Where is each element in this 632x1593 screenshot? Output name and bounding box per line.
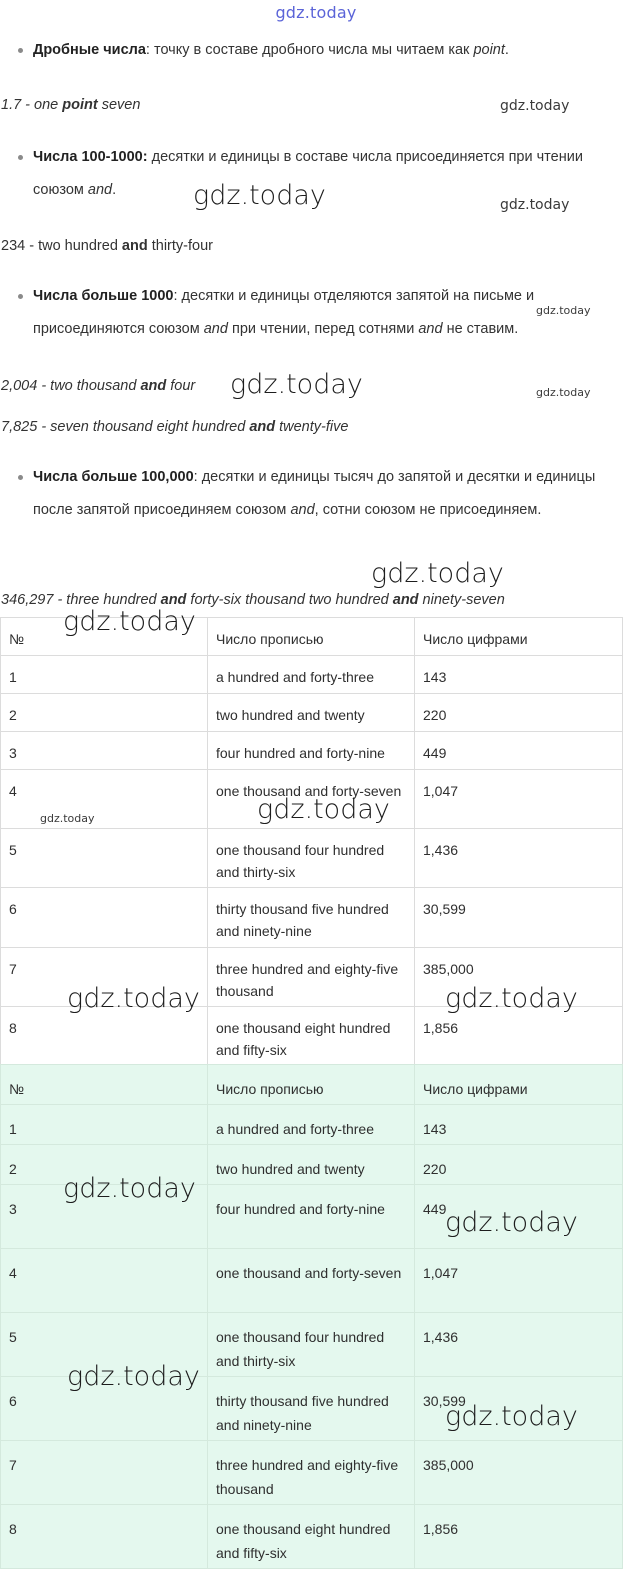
table-header-row <box>1 1065 623 1105</box>
table-row <box>1 1249 623 1313</box>
watermark: gdz.today <box>67 983 200 1014</box>
watermark: gdz.today <box>257 794 390 825</box>
table-cell: 385,000 <box>415 1441 623 1505</box>
table-cell: 7 <box>1 948 208 1007</box>
rule-bullet-over-100000: Числа больше 100,000: десятки и единицы тысяч до запятой и десятки и единицы после запятой присоединяем союзом and, сотни союзом не присоединяем. <box>18 461 618 527</box>
table-cell: a hundred and forty-three <box>208 656 415 694</box>
table-cell: 30,599 <box>415 1377 623 1441</box>
table-row <box>1 829 623 888</box>
example-line: 7,825 - seven thousand eight hundred and twenty-five <box>1 419 349 435</box>
table-cell: 2 <box>1 694 208 732</box>
watermark: gdz.today <box>63 606 196 637</box>
table-cell: 1,047 <box>415 770 623 829</box>
table-cell: a hundred and forty-three <box>208 1105 415 1145</box>
table-cell: one thousand four hundred and thirty-six <box>208 829 415 888</box>
watermark: gdz.today <box>193 180 326 211</box>
table-cell: one thousand and forty-seven <box>208 770 415 829</box>
table-cell: 4 <box>1 1249 208 1313</box>
rule-title: Числа больше 100,000 <box>33 469 194 485</box>
rule-text: : точку в составе дробного числа мы читаем как <box>145 42 474 58</box>
rule-keyword: and <box>203 321 228 337</box>
table-cell: 6 <box>1 1377 208 1441</box>
table-cell: one thousand eight hundred and fifty-six <box>208 1505 415 1569</box>
rule-text: : десятки и единицы тысяч до запятой и десятки и единицы после запятой присоединяем союзом <box>33 469 596 518</box>
table-cell: 1,436 <box>415 829 623 888</box>
table-cell: four hundred and forty-nine <box>208 732 415 770</box>
rule-title: Дробные числа <box>33 42 146 58</box>
bullet-dot <box>18 155 23 160</box>
table-cell: 449 <box>415 732 623 770</box>
table-cell: 220 <box>415 694 623 732</box>
table-cell: 8 <box>1 1007 208 1066</box>
rule-keyword: and <box>290 502 315 518</box>
table-cell: 5 <box>1 829 208 888</box>
watermark: gdz.today <box>536 386 591 399</box>
table-cell: 6 <box>1 888 208 948</box>
table-cell: 1,856 <box>415 1007 623 1066</box>
site-logo[interactable]: gdz.today <box>275 3 357 22</box>
table-cell: three hundred and eighty-five thousand <box>208 948 415 1007</box>
table-cell: three hundred and eighty-five thousand <box>208 1441 415 1505</box>
table-header-cell: Число прописью <box>208 618 415 656</box>
table-cell: 2 <box>1 1145 208 1185</box>
table-cell: 1,856 <box>415 1505 623 1569</box>
example-line: 234 - two hundred and thirty-four <box>1 238 213 254</box>
rule-keyword: and <box>87 182 113 198</box>
table-cell: 1 <box>1 656 208 694</box>
bullet-dot <box>18 475 23 480</box>
table-cell: 7 <box>1 1441 208 1505</box>
example-line: 2,004 - two thousand and four <box>1 378 196 394</box>
table-row <box>1 694 623 732</box>
table-cell: one thousand four hundred and thirty-six <box>208 1313 415 1377</box>
table-header-cell: Число прописью <box>208 1065 415 1105</box>
table-cell: thirty thousand five hundred and ninety-nine <box>208 888 415 948</box>
watermark: gdz.today <box>445 983 578 1014</box>
rule-text: : десятки и единицы отделяются запятой на письме и присоединяются союзом <box>33 288 535 337</box>
table-cell: 143 <box>415 1105 623 1145</box>
table-header-cell: № <box>1 618 208 656</box>
table-cell: 30,599 <box>415 888 623 948</box>
rule-text: десятки и единицы в составе числа присоединяется при чтении союзом <box>33 149 583 198</box>
rule-bullet-100-1000: Числа 100-1000: десятки и единицы в составе числа присоединяется при чтении союзом and. <box>18 141 618 207</box>
table-cell: one thousand and forty-seven <box>208 1249 415 1313</box>
example-line: 1.7 - one point seven <box>1 97 141 113</box>
table-row <box>1 656 623 694</box>
rule-title: Числа больше 1000 <box>33 288 174 304</box>
watermark: gdz.today <box>230 369 363 400</box>
table-header-cell: № <box>1 1065 208 1105</box>
watermark: gdz.today <box>500 197 570 213</box>
rule-keyword: point <box>473 42 505 58</box>
table-header-cell: Число цифрами <box>415 1065 623 1105</box>
watermark: gdz.today <box>536 304 591 317</box>
table-cell: 143 <box>415 656 623 694</box>
watermark: gdz.today <box>40 812 95 825</box>
bullet-dot <box>18 48 23 53</box>
numbers-table-answer <box>0 1064 623 1569</box>
table-cell: two hundred and twenty <box>208 694 415 732</box>
table-cell: 1,436 <box>415 1313 623 1377</box>
table-cell: 449 <box>415 1185 623 1249</box>
watermark: gdz.today <box>445 1207 578 1238</box>
table-cell: four hundred and forty-nine <box>208 1185 415 1249</box>
watermark: gdz.today <box>67 1361 200 1392</box>
table-row <box>1 1441 623 1505</box>
table-cell: thirty thousand five hundred and ninety-nine <box>208 1377 415 1441</box>
table-cell: 1 <box>1 1105 208 1145</box>
table-cell: 1,047 <box>415 1249 623 1313</box>
table-cell: 220 <box>415 1145 623 1185</box>
table-cell: two hundred and twenty <box>208 1145 415 1185</box>
table-row <box>1 888 623 948</box>
watermark: gdz.today <box>445 1401 578 1432</box>
table-row <box>1 1505 623 1569</box>
rule-bullet-fractions: Дробные числа: точку в составе дробного числа мы читаем как point. <box>18 34 618 67</box>
example-line: 346,297 - three hundred and forty-six thousand two hundred and ninety-seven <box>1 592 505 608</box>
watermark: gdz.today <box>63 1173 196 1204</box>
table-cell: 3 <box>1 732 208 770</box>
table-row <box>1 1105 623 1145</box>
table-cell: 8 <box>1 1505 208 1569</box>
watermark: gdz.today <box>371 558 504 589</box>
watermark: gdz.today <box>500 98 570 114</box>
table-cell: 385,000 <box>415 948 623 1007</box>
table-cell: 4 <box>1 770 208 829</box>
rule-title: Числа 100-1000: <box>33 149 148 165</box>
table-cell: 5 <box>1 1313 208 1377</box>
bullet-dot <box>18 294 23 299</box>
table-cell: one thousand eight hundred and fifty-six <box>208 1007 415 1066</box>
rule-bullet-over-1000: Числа больше 1000: десятки и единицы отделяются запятой на письме и присоединяются союзом and при чтении, перед сотнями and не ставим. <box>18 280 618 346</box>
table-row <box>1 732 623 770</box>
table-header-cell: Число цифрами <box>415 618 623 656</box>
table-cell: 3 <box>1 1185 208 1249</box>
table-row <box>1 1007 623 1066</box>
